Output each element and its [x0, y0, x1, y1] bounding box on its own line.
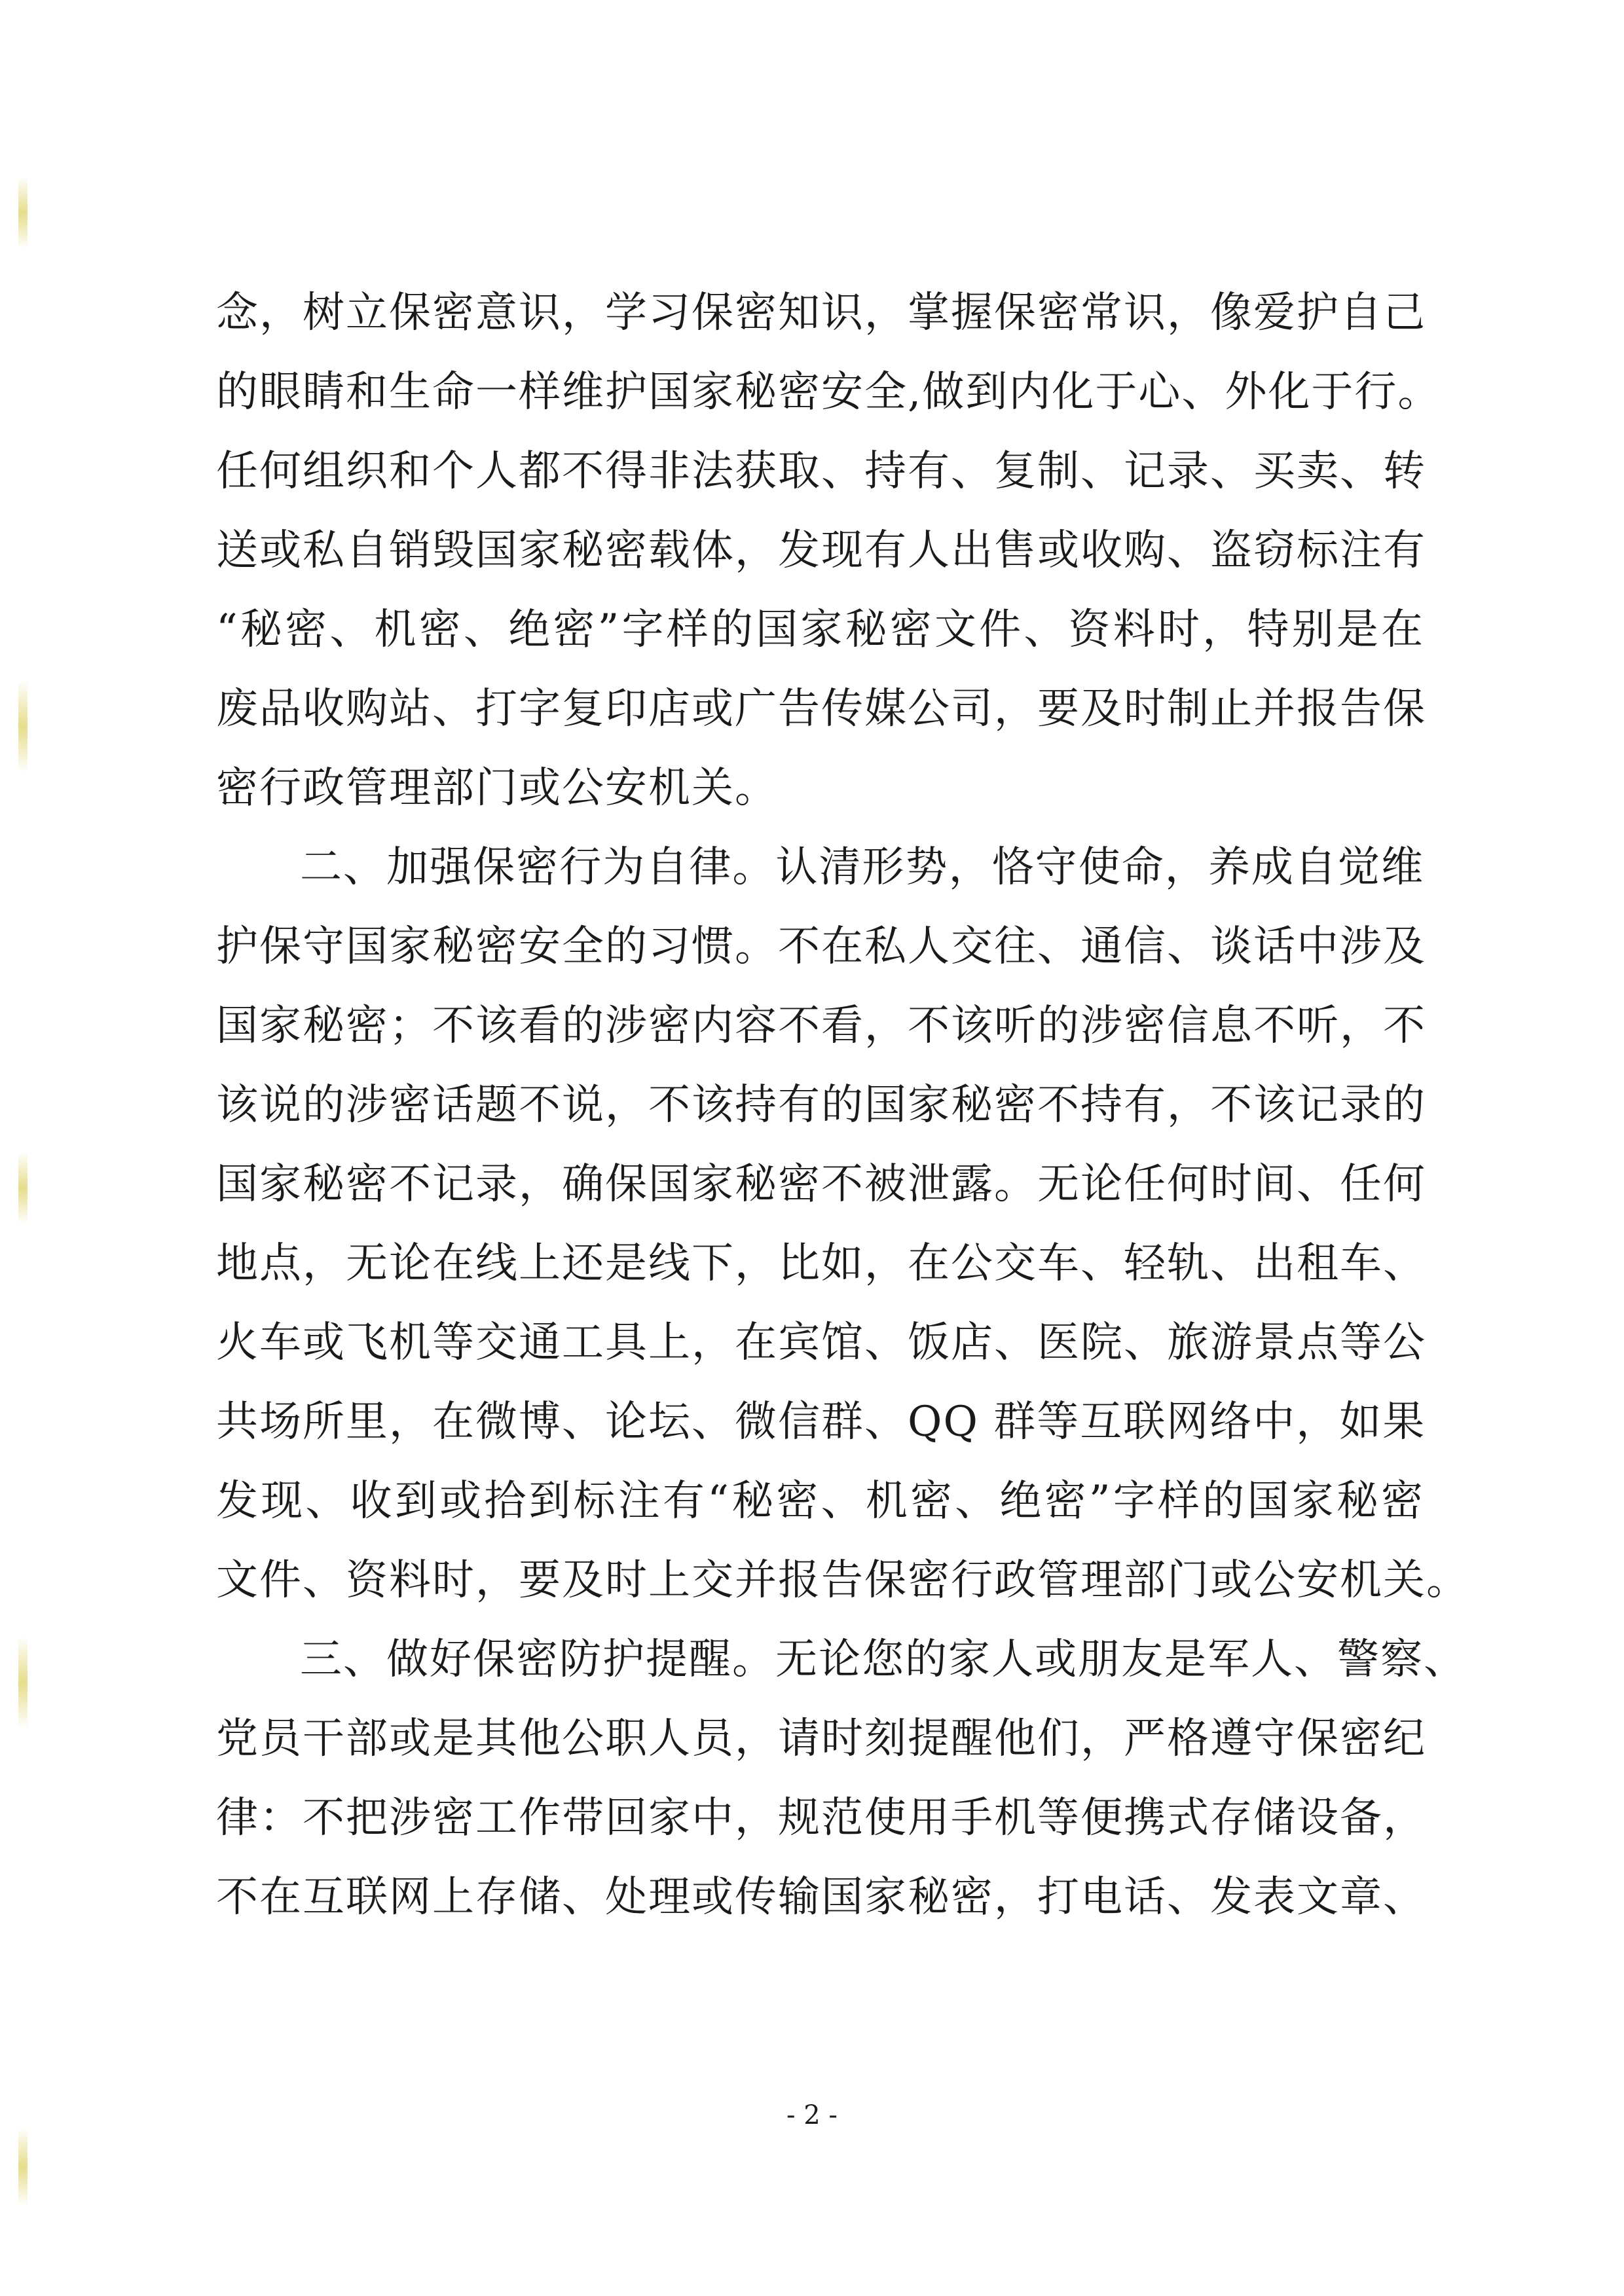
- body-text: [216, 274, 1469, 1937]
- text-line: 该说的涉密话题不说，不该持有的国家秘密不持有，不该记录的: [216, 1081, 1426, 1129]
- section-heading-line: 三、做好保密防护提醒。无论您的家人或朋友是军人、警察、: [300, 1635, 1467, 1684]
- text-line: 文件、资料时，要及时上交并报告保密行政管理部门或公安机关。: [216, 1556, 1469, 1605]
- text-line: 密行政管理部门或公安机关。: [216, 764, 778, 812]
- text-line: 发现、收到或拾到标注有“秘密、机密、绝密”字样的国家秘密: [216, 1477, 1424, 1525]
- text-line: 废品收购站、打字复印店或广告传媒公司，要及时制止并报告保: [216, 685, 1426, 733]
- text-line: 任何组织和个人都不得非法获取、持有、复制、记录、买卖、转: [216, 447, 1426, 496]
- binding-mark: [18, 177, 28, 249]
- text-line: 念，树立保密意识，学习保密知识，掌握保密常识，像爱护自己: [216, 289, 1426, 337]
- binding-mark: [18, 1637, 28, 1728]
- page-number: - 2 -: [786, 2100, 838, 2130]
- text-line: 共场所里，在微博、论坛、微信群、QQ 群等互联网络中，如果: [216, 1398, 1426, 1446]
- text-line: 律：不把涉密工作带回家中，规范使用手机等便携式存储设备，: [216, 1794, 1426, 1842]
- binding-mark: [18, 2128, 28, 2206]
- text-line: 的眼睛和生命一样维护国家秘密安全,做到内化于心、外化于行。: [216, 368, 1441, 416]
- text-line: 不在互联网上存储、处理或传输国家秘密，打电话、发表文章、: [216, 1873, 1426, 1922]
- binding-mark: [18, 1152, 28, 1224]
- text-line: 护保守国家秘密安全的习惯。不在私人交往、通信、谈话中涉及: [216, 922, 1426, 971]
- text-line: 火车或飞机等交通工具上，在宾馆、饭店、医院、旅游景点等公: [216, 1319, 1426, 1367]
- text-line: 国家秘密；不该看的涉密内容不看，不该听的涉密信息不听，不: [216, 1002, 1426, 1050]
- text-line: “秘密、机密、绝密”字样的国家秘密文件、资料时，特别是在: [216, 606, 1424, 654]
- text-line: 送或私自销毁国家秘密载体，发现有人出售或收购、盗窃标注有: [216, 526, 1426, 575]
- section-heading-line: 二、加强保密行为自律。认清形势，恪守使命，养成自觉维: [300, 843, 1424, 892]
- text-line: 地点，无论在线上还是线下，比如，在公交车、轻轨、出租车、: [216, 1239, 1426, 1288]
- binding-mark: [18, 681, 28, 773]
- text-line: 党员干部或是其他公职人员，请时刻提醒他们，严格遵守保密纪: [216, 1715, 1426, 1763]
- text-line: 国家秘密不记录，确保国家秘密不被泄露。无论任何时间、任何: [216, 1160, 1426, 1209]
